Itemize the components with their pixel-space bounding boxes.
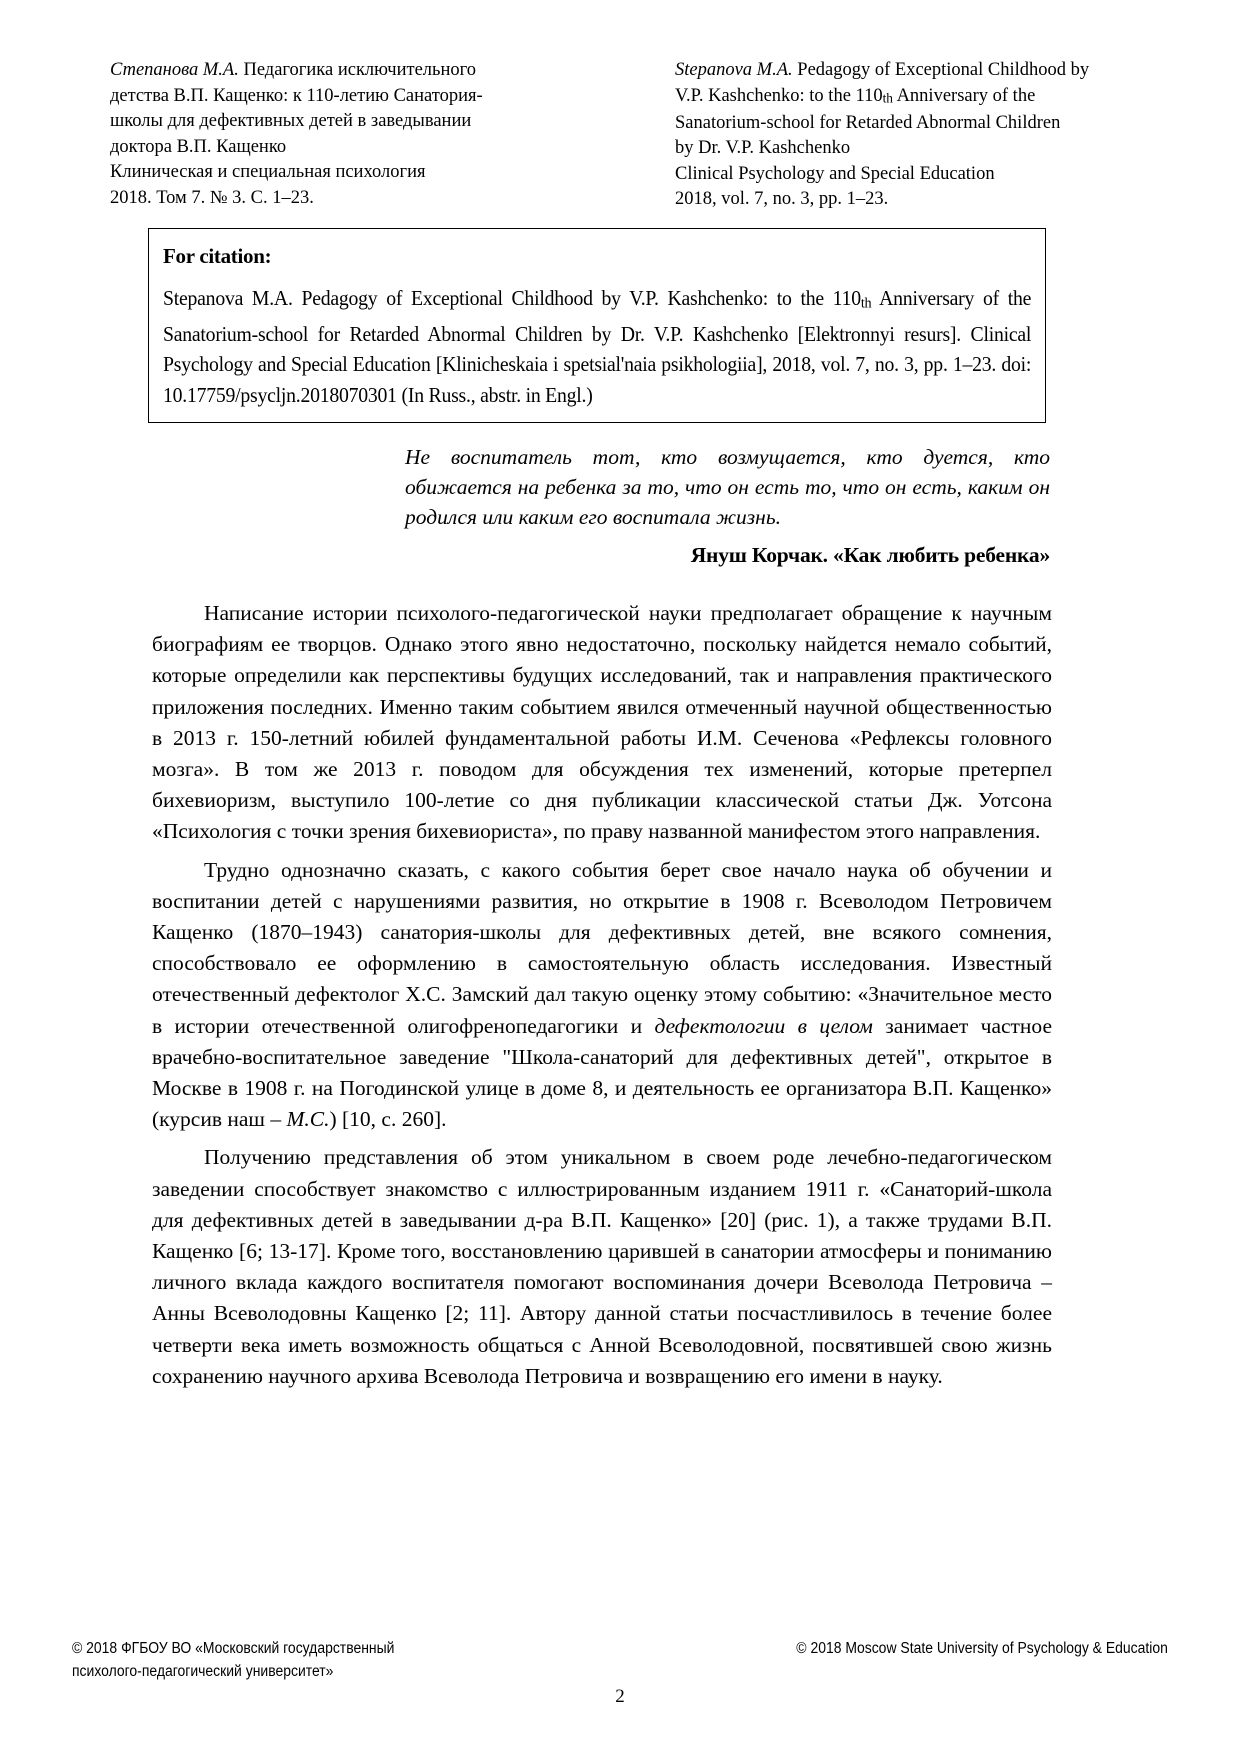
author-name-ru: Степанова М.А. [110, 60, 239, 80]
citation-box-title: For citation: [163, 244, 272, 268]
running-head-right-rest-1: Pedagogy of Exceptional Childhood by [797, 60, 1090, 80]
running-head-right [675, 58, 1135, 213]
body-text [152, 598, 1052, 1392]
body-paragraph-1: Написание истории психолого-педагогической науки предполагает обращение к научным биографиям ее творцов. Однако этого явно недостаточно, поскольку найдется немало событий, которые определили как перспективы будущих исследований, так и направления практического приложения последних. Именно таким событием явился отмеченный научной общественностью в 2013 г. 150-летний юбилей фундаментальной работы И.М. Сеченова «Рефлексы головного мозга». В том же 2013 г. поводом для обсуждения тех изменений, которые претерпел бихевиоризм, выступило 100-летие со дня публикации классической статьи Дж. Уотсона «Психология с точки зрения бихевиориста», по праву названной манифестом этого направления. [152, 601, 1052, 844]
running-head-left-line-3: школы для дефективных детей в заведывании [110, 111, 472, 131]
footer-copyright-ru [72, 1637, 394, 1683]
body-paragraph-2-part3: ) [10, с. 260]. [329, 1107, 447, 1132]
running-head-right-line-3: Sanatorium-school for Retarded Abnormal Children [675, 112, 1061, 133]
footer-copyright-ru-line-2: психолого-педагогический университет» [72, 1663, 334, 1680]
ordinal-suffix: th [882, 90, 893, 106]
running-head-left-line-4: доктора В.П. Кащенко [110, 136, 287, 157]
running-head-left-line-5: Клиническая и специальная психология [110, 162, 426, 182]
running-head-left-rest-1: Педагогика исключительного [243, 60, 476, 80]
body-paragraph-2-italic-1: дефектологии в целом [654, 1013, 873, 1038]
body-paragraph-2-italic-2: М.С. [286, 1107, 330, 1132]
running-head-right-line-4: by Dr. V.P. Kashchenko [675, 138, 851, 159]
page-number: 2 [615, 1686, 625, 1707]
citation-text-part2: Anniversary of the Sanatorium-school for Retarded Abnormal Children by Dr. V.P. Kashchenko [Elektronnyi resurs]. Clinical Psychology and Special Education [Klinicheskaia i spetsial'naia psikhologiia], 2018, vol. 7, no. 3, pp. 1–23. doi: 10.17759/psycljn.2018070301 (In Russ., abstr. in Engl.) [163, 286, 1032, 407]
body-paragraph-2 [152, 855, 1052, 1136]
running-head-right-line-5: Clinical Psychology and Special Education [675, 163, 995, 184]
epigraph-quote: Не воспитатель тот, кто возмущается, кто дуется, кто обижается на ребенка за то, что он есть то, что он есть, каким он родился или каким его воспитала жизнь. [405, 445, 1050, 529]
citation-text-part1: Stepanova M.A. Pedagogy of Exceptional Childhood by V.P. Kashchenko: to the 110 [163, 286, 861, 310]
citation-box [148, 228, 1046, 423]
running-head-right-line-6: 2018, vol. 7, no. 3, pp. 1–23. [675, 189, 889, 210]
running-head-right-line-2: V.P. Kashchenko: to the 110th Anniversary of the [675, 85, 1036, 106]
page-footer [72, 1637, 1168, 1683]
running-head-left-line-1 [110, 58, 565, 84]
epigraph-attribution: Януш Корчак. «Как любить ребенка» [690, 543, 1050, 567]
body-paragraph-2-part2: занимает частное врачебно-воспитательное заведение "Школа-санаторий для дефективных детей", открытое в Москве в 1908 г. на Погодинской улице в доме 8, и деятельность ее организатора В.П. Кащенко» (курсив наш – [152, 1013, 1052, 1132]
running-head-left [110, 58, 565, 213]
running-head [110, 58, 1135, 213]
footer-copyright-ru-line-1: © 2018 ФГБОУ ВО «Московский государственный [72, 1640, 395, 1657]
author-name-en: Stepanova M.A. [675, 60, 793, 80]
body-paragraph-2-part1: Трудно однозначно сказать, с какого события берет свое начало наука об обучении и воспитании детей с нарушениями развития, но открытие в 1908 г. Всеволодом Петровичем Кащенко (1870–1943) санатория-школы для дефективных детей, вне всякого сомнения, способствовало ее оформлению в самостоятельную область исследования. Известный отечественный дефектолог Х.С. Замский дал такую оценку этому событию: «Значительное место в истории отечественной олигофренопедагогики и [152, 857, 1052, 1038]
citation-box-text [163, 283, 1031, 410]
body-paragraph-3: Получению представления об этом уникальном в своем роде лечебно-педагогическом заведении способствует знакомство с иллюстрированным изданием 1911 г. «Санаторий-школа для дефективных детей в заведывании д-ра В.П. Кащенко» [20] (рис. 1), а также трудами В.П. Кащенко [6; 13-17]. Кроме того, восстановлению царившей в санатории атмосферы и пониманию личного вклада каждого воспитателя помогают воспоминания дочери Всеволода Петровича – Анны Всеволодовны Кащенко [2; 11]. Автору данной статьи посчастливилось в течение более четверти века иметь возможность общаться с Анной Всеволодовной, посвятившей свою жизнь сохранению научного архива Всеволода Петровича и возвращению его имени в науку. [152, 1145, 1052, 1388]
footer-copyright-en: © 2018 Moscow State University of Psychology & Education [796, 1640, 1168, 1657]
running-head-left-line-6: 2018. Том 7. № 3. С. 1–23. [110, 187, 314, 208]
running-head-right-line-1 [675, 58, 1135, 84]
running-head-left-line-2: детства В.П. Кащенко: к 110-летию Санатория- [110, 85, 483, 106]
citation-ordinal-suffix: th [860, 295, 872, 312]
